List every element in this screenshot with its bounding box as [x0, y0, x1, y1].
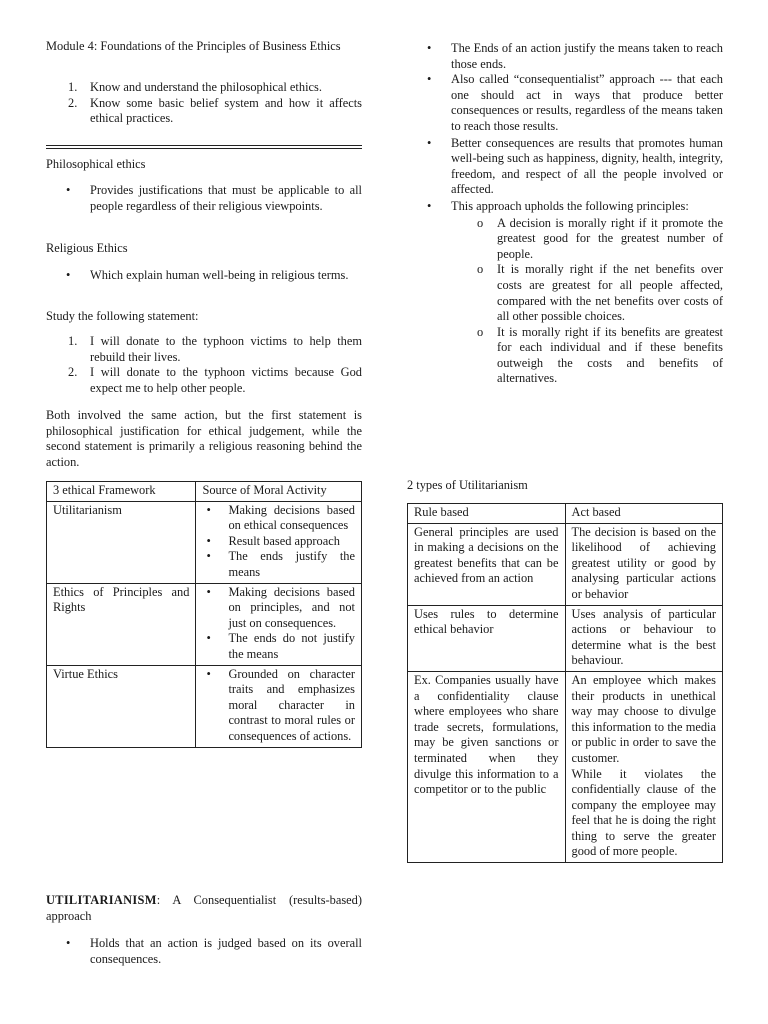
- table-row: [47, 583, 362, 665]
- types-caption: 2 types of Utilitarianism: [407, 478, 528, 492]
- principle-item: o It is morally right if its benefits are greatest for each individual and if these benefits outweigh the costs and benefits of alternatives.: [477, 324, 723, 386]
- table-cell: Uses analysis of particular actions or behaviour to determine what is the best behaviour.: [565, 605, 723, 671]
- study-conclusion: Both involved the same action, but the first statement is philosophical justification for ethical judgement, while the second statement is primarily a religious reasoning behind the action.: [46, 408, 362, 469]
- table-cell: Ex. Companies usually have a confidentiality clause where employees who share trade secrets, formulations, may be given sanctions or terminated when they divulge this information to a competitor or to the public: [408, 671, 566, 862]
- utilitarianism-heading: [46, 893, 362, 924]
- table-header-cell: Act based: [565, 504, 723, 524]
- framework-name: Utilitarianism: [47, 501, 196, 583]
- table-bullet: • Grounded on character traits and emphasizes moral character in contrast to moral rules or consequences of actions.: [206, 666, 355, 743]
- table-cell: Uses rules to determine ethical behavior: [408, 605, 566, 671]
- table-header-cell: 3 ethical Framework: [47, 482, 196, 502]
- objective-item: 1. Know and understand the philosophical ethics.: [68, 80, 322, 94]
- table-bullet: • Making decisions based on principles, and not just on consequences.: [206, 584, 355, 630]
- table-cell: An employee which makes their products in unethical way may choose to divulge this information to the media or public in order to save the customer. While it violates the confidentially clause of the company the employee may feel that he is doing the right thing to serve the greater good of more people.: [565, 671, 723, 862]
- study-list: [46, 334, 362, 396]
- principle-item: o It is morally right if the net benefits over costs are greatest for all people affected, compared with the net benefits over costs of all other possible choices.: [477, 262, 723, 324]
- religious-heading: Religious Ethics: [46, 241, 128, 255]
- framework-name: Virtue Ethics: [47, 665, 196, 747]
- table-header-row: [408, 504, 723, 524]
- utilitarianism-heading-rest: : A Consequentialist (results-based) approach: [46, 893, 362, 923]
- principle-item: o A decision is morally right if it promote the greatest good for the greatest number of people.: [477, 215, 723, 261]
- religious-bullet: • Which explain human well-being in religious terms.: [66, 268, 349, 282]
- table-cell: The decision is based on the likelihood of achieving greatest utility or good by analysing particular actions or behavior: [565, 523, 723, 605]
- table-cell: General principles are used in making a decisions on the greatest benefits that can be achieved from an action: [408, 523, 566, 605]
- utilitarianism-bullet: • Holds that an action is judged based on its overall consequences.: [66, 936, 362, 966]
- framework-source-cell: [196, 583, 362, 665]
- right-bullet: • Also called “consequentialist” approach --- that each one should act in ways that produce better consequences or results, regardless of the means taken to reach those results.: [427, 72, 723, 133]
- table-header-row: [47, 482, 362, 502]
- table-bullet: • The ends justify the means: [206, 549, 355, 579]
- table-row: [47, 501, 362, 583]
- table-row: [408, 605, 723, 671]
- module-title: Module 4: Foundations of the Principles of Business Ethics: [46, 39, 341, 53]
- table-bullet: • Result based approach: [206, 533, 340, 548]
- framework-source-cell: [196, 501, 362, 583]
- philosophical-bullet: • Provides justifications that must be applicable to all people regardless of their religious viewpoints.: [66, 183, 362, 213]
- table-header-cell: Source of Moral Activity: [196, 482, 362, 502]
- table-row: [408, 671, 723, 862]
- utilitarianism-heading-bold: UTILITARIANISM: [46, 893, 157, 907]
- utilitarianism-types-table: [407, 503, 723, 863]
- right-bullet: • Better consequences are results that promotes human well-being such as happiness, dignity, health, integrity, freedom, and respect of all the people involved or affected.: [427, 135, 723, 197]
- table-bullet: • The ends do not justify the means: [206, 631, 355, 661]
- objective-item: 2. Know some basic belief system and how it affects ethical practices.: [68, 95, 362, 126]
- table-header-cell: Rule based: [408, 504, 566, 524]
- study-item: 1. I will donate to the typhoon victims to help them rebuild their lives.: [68, 334, 362, 364]
- right-bullet-list: [407, 41, 723, 387]
- table-bullet: • Making decisions based on ethical consequences: [206, 502, 355, 533]
- right-bullet: • The Ends of an action justify the means taken to reach those ends.: [427, 41, 723, 71]
- table-row: [47, 665, 362, 747]
- study-heading: Study the following statement:: [46, 309, 199, 323]
- double-rule-divider: [46, 145, 362, 149]
- framework-source-cell: [196, 665, 362, 747]
- framework-table: [46, 481, 362, 748]
- philosophical-heading: Philosophical ethics: [46, 157, 146, 171]
- objectives-list: [46, 80, 362, 127]
- framework-name: Ethics of Principles and Rights: [47, 583, 196, 665]
- study-item: 2. I will donate to the typhoon victims because God expect me to help other people.: [68, 365, 362, 395]
- table-row: [408, 523, 723, 605]
- right-bullet: • This approach upholds the following principles:: [427, 198, 689, 213]
